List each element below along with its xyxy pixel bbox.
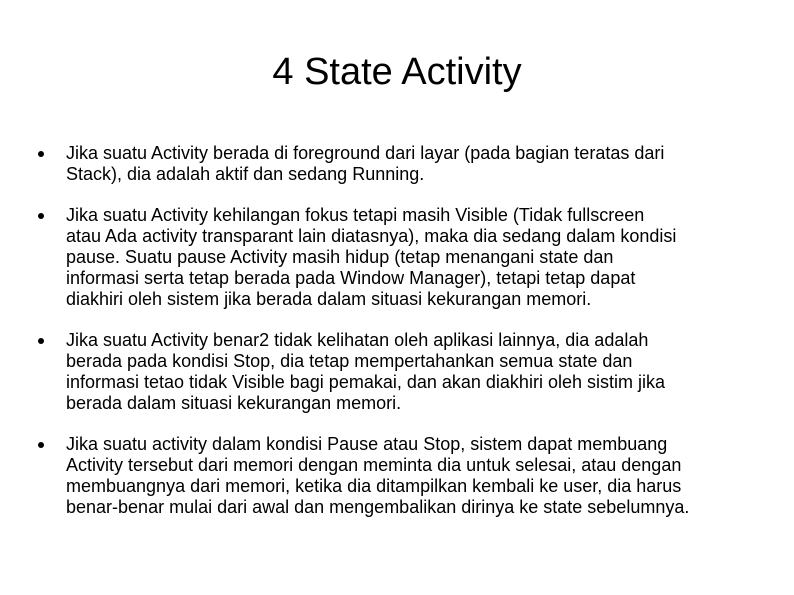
bullet-dot-icon [38,338,44,344]
slide-title: 4 State Activity [272,51,522,93]
bullet-text [66,434,768,518]
bullet-line: benar-benar mulai dari awal dan mengembalikan dirinya ke state sebelumnya. [66,497,690,517]
bullet-dot-icon [38,151,44,157]
bullet-line: informasi tetao tidak Visible bagi pemakai, dan akan diakhiri oleh sistim jika [66,372,665,392]
bullet-list [38,143,768,538]
bullet-dot-icon [38,213,44,219]
bullet-text [66,205,768,310]
bullet-line: Jika suatu activity dalam kondisi Pause atau Stop, sistem dapat membuang [66,434,668,454]
bullet-line: Jika suatu Activity benar2 tidak kelihatan oleh aplikasi lainnya, dia adalah [66,330,649,350]
bullet-item [38,434,768,518]
bullet-line: Activity tersebut dari memori dengan meminta dia untuk selesai, atau dengan [66,455,682,475]
bullet-text [66,330,768,414]
bullet-line: informasi serta tetap berada pada Window Manager), tetapi tetap dapat [66,268,636,288]
bullet-dot-icon [38,442,44,448]
bullet-line: berada pada kondisi Stop, dia tetap mempertahankan semua state dan [66,351,633,371]
bullet-line: atau Ada activity transparant lain diatasnya), maka dia sedang dalam kondisi [66,226,677,246]
bullet-line: diakhiri oleh sistem jika berada dalam situasi kekurangan memori. [66,289,592,309]
bullet-text [66,143,768,185]
bullet-line: pause. Suatu pause Activity masih hidup (tetap menangani state dan [66,247,614,267]
bullet-line: berada dalam situasi kekurangan memori. [66,393,402,413]
bullet-line: membuangnya dari memori, ketika dia ditampilkan kembali ke user, dia harus [66,476,682,496]
bullet-line: Jika suatu Activity berada di foreground dari layar (pada bagian teratas dari [66,143,665,163]
bullet-item [38,143,768,185]
bullet-line: Stack), dia adalah aktif dan sedang Running. [66,164,425,184]
bullet-item [38,330,768,414]
bullet-item [38,205,768,310]
bullet-line: Jika suatu Activity kehilangan fokus tetapi masih Visible (Tidak fullscreen [66,205,645,225]
